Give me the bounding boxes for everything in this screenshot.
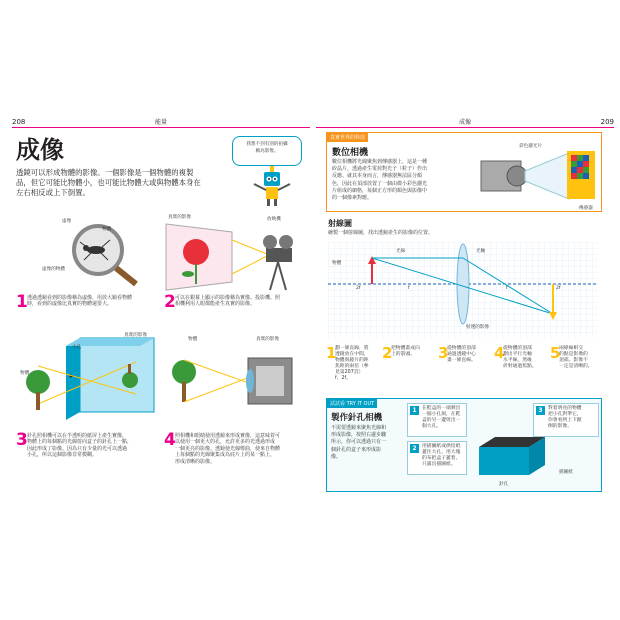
step-line: 蓋住大孔，用大塊 [422, 450, 461, 455]
label-ray-object: 物體 [332, 261, 342, 266]
camera-line: 矽晶片，透過產生電荷對光子（粒子）作出 [332, 166, 428, 173]
step-line: 兩條線相交 [559, 346, 583, 351]
label-virtual-image: 虛像 [62, 219, 72, 224]
step-text [548, 406, 582, 430]
step-line: 從物體的頂部 [447, 346, 476, 351]
step-line: 形成清晰的影像。 [175, 458, 216, 465]
step-line: 倒的影像。 [548, 424, 572, 429]
step-line: 相機利用人眼都能產生真實的影像。 [175, 301, 256, 308]
label-real-image3: 真實的影像 [256, 337, 279, 342]
real-world-tag: 真實世界的科技 [327, 133, 368, 142]
step-number: 5 [550, 344, 561, 362]
step-line: 一個小孔洞，在鞋 [422, 412, 461, 417]
step-line: 時，看到的虛像比真實的物體還要大。 [27, 301, 113, 308]
step-line: 劃出平行光軸 [503, 352, 532, 357]
intro-line: 品，但它可能比物體小，也可能比物體大或與物體本身在 [16, 178, 201, 187]
step-number: 2 [382, 344, 393, 362]
ray-step-4 [494, 346, 550, 392]
step-line: f、2f。 [335, 376, 352, 381]
pinhole-line: 像。 [331, 453, 342, 460]
step-text [335, 346, 369, 382]
camera-line: 色，因此在頂部放置了一個由微小彩色濾光 [332, 180, 428, 187]
bubble-line: 稱為影像。 [255, 149, 279, 154]
digital-camera-illustration [477, 143, 599, 209]
step-3 [16, 432, 162, 472]
step-line: 小孔，所以這個影像非常模糊。 [27, 452, 98, 459]
left-header [12, 118, 310, 128]
step-line: 見第207頁） [335, 370, 364, 375]
camera-line: 片組成的網格，每個正方形的顏色與影像中 [332, 187, 428, 194]
right-header [316, 118, 614, 128]
step-4 [164, 432, 310, 478]
step-line: 只露出描圖紙。 [422, 462, 456, 467]
step-line: 一個更亮的影像。透鏡使光線彎曲，使來自物體 [175, 445, 281, 452]
step-line: 透過透鏡看到的影像稱為虛像，用放大鏡看物體 [27, 295, 133, 301]
ray-subtitle: 繪製一個射線圖，找出透鏡產生的影像的位置。 [328, 230, 434, 236]
label-object2: 物體 [20, 371, 30, 376]
label-tracing-paper: 描圖紙 [559, 470, 573, 475]
step-line: 對着明亮的物體 [548, 406, 582, 411]
ray-step-1 [326, 346, 382, 392]
label-real-image-top: 真實的影像 [168, 215, 191, 220]
step-1 [16, 294, 156, 324]
step-line: 上每個點的光線聚集成為底片上的某一點上， [175, 452, 276, 459]
step-line: 折射通過焦點。 [503, 364, 537, 369]
label-filter: 彩色濾光片 [519, 144, 542, 149]
step-line: 的點是影像的 [559, 352, 588, 357]
camera-line: 數位相機將光線聚焦到傳感器上，這是一種 [332, 159, 428, 165]
step-number: 2 [164, 292, 176, 312]
step-line: 一定是清晰的。 [559, 364, 593, 369]
step-text [447, 346, 476, 364]
step-text [422, 444, 460, 468]
intro-line: 透鏡可以形成物體的影像。一個影像是一個物體的複製 [16, 168, 194, 177]
label-ray-light: 光線 [396, 249, 406, 254]
camera-line: 反應。就其本身而言，傳感器無法區分顏 [332, 173, 423, 180]
pinhole-box-illustration [16, 332, 166, 428]
real-world-box [326, 132, 602, 212]
step-number: 1 [326, 344, 337, 362]
step-text [503, 346, 537, 370]
step-number: 2 [410, 444, 419, 453]
step-2 [164, 294, 310, 324]
camera-eye-illustration [164, 336, 310, 428]
pinhole-text [331, 425, 403, 461]
section-name: 能量 [154, 119, 167, 126]
camera-title: 數位相機 [332, 148, 369, 158]
camera-text [332, 159, 472, 202]
step-line: 透鏡放在中間， [335, 352, 369, 357]
step-line: 物體上的每個點的光線射向盒子的針孔上一點， [27, 439, 133, 446]
label-object3: 物體 [188, 337, 198, 342]
robot-icon [248, 166, 296, 208]
step-line: 畫一條直線。 [447, 358, 476, 363]
step-line: 物體與鏡片的距 [335, 358, 369, 363]
label-2f-right: 2f [556, 286, 561, 291]
step-number: 4 [494, 344, 505, 362]
step-line: 在鞋盒的一端刺出 [422, 406, 461, 411]
step-text [391, 346, 420, 358]
pinhole-step-2 [407, 441, 467, 475]
step-line: 針孔照相機可以在半透明的紙屏上產生實像， [27, 433, 128, 439]
step-line: 你會看到上下顛 [548, 418, 582, 423]
step-line: 上的箭頭。 [391, 352, 415, 357]
pinhole-line: 不需要透鏡來聚焦光線和 [331, 425, 387, 431]
step-number: 3 [438, 344, 449, 362]
camera-line: 的一個像素對應。 [332, 195, 373, 202]
label-projector: 放映機 [267, 217, 281, 222]
pinhole-line: 所示，你可以透過只有一 [331, 439, 387, 446]
projector-illustration [162, 218, 302, 298]
step-number: 3 [536, 406, 545, 415]
ray-step-5 [550, 346, 608, 392]
page-number: 208 [12, 118, 26, 126]
step-line: 頂部。影像不 [559, 358, 588, 363]
label-sensor: 傳感器 [579, 206, 593, 211]
label-image: 射透的影像 [466, 325, 489, 330]
speech-bubble [232, 136, 302, 166]
label-pinhole: 針孔 [499, 482, 509, 487]
step-line: 把小孔對準它， [548, 412, 582, 417]
step-text [27, 295, 132, 308]
left-page [12, 118, 310, 500]
step-number: 1 [16, 292, 28, 312]
ray-step-2 [382, 346, 438, 392]
shoebox-illustration [473, 431, 555, 479]
step-line: 個大孔。 [422, 424, 442, 429]
step-text [27, 433, 132, 459]
label-real-image2: 真實的影像 [124, 333, 147, 338]
step-number: 4 [164, 430, 176, 450]
ray-title: 射線圖 [328, 219, 352, 228]
step-number: 3 [16, 430, 28, 450]
step-line: 以使用一個更大的孔，允許更多的光透過形成 [175, 439, 276, 446]
step-line: 水平線，然後 [503, 358, 532, 363]
page-title: 成像 [16, 136, 64, 164]
bubble-line: 我想不到有別的拍攝 [246, 142, 288, 147]
step-line: 通過透鏡中心 [447, 352, 476, 357]
label-ray-lens: 光軸 [476, 249, 486, 254]
step-text [175, 433, 280, 465]
step-line: 從物體的頂部 [503, 346, 532, 351]
step-text [559, 346, 593, 370]
step-line: 可以在銀幕上顯示的影像稱為實像。投影機、照 [175, 295, 281, 301]
label-small-hole: 小孔 [72, 345, 82, 350]
pinhole-line: 形成影像，按照右邊步驟 [331, 432, 387, 439]
step-line: 的布把盒子蓋着， [422, 456, 461, 461]
label-virtual-ant: 虛像的物體 [42, 267, 65, 272]
step-line: 照相機和眼睛使用透鏡來形成實像，這意味着可 [175, 433, 281, 439]
label-object: 物體 [102, 227, 112, 232]
step-line: 焦距的兩倍（參 [335, 364, 369, 369]
step-line: 劃一條直線，將 [335, 346, 369, 351]
label-2f-left: 2f [356, 286, 361, 291]
step-line: 盒的另一邊剪出一 [422, 418, 461, 423]
step-line: 用描圖紙或烘焙紙 [422, 444, 461, 449]
pinhole-title: 製作針孔相機 [331, 413, 383, 423]
label-f-right: f [506, 286, 508, 291]
section-name: 成像 [458, 119, 471, 126]
page-number: 209 [600, 118, 614, 126]
intro-line: 左右相反或上下倒置。 [16, 188, 90, 197]
ray-step-3 [438, 346, 494, 392]
try-tag: 試試看 TRY IT OUT [327, 399, 377, 408]
step-number: 1 [410, 406, 419, 415]
pinhole-line: 個針孔的盒子來形成影 [331, 446, 382, 453]
pinhole-step-1 [407, 403, 467, 437]
step-line: 因此形成了影像。因為只有少量的光可以透過 [27, 445, 128, 452]
step-text [422, 406, 460, 430]
try-it-out-box [326, 398, 602, 492]
label-f-left: f [408, 286, 410, 291]
step-text [175, 295, 280, 308]
step-line: 把物體畫成向 [391, 346, 420, 351]
right-page [316, 118, 614, 500]
intro-paragraph [16, 168, 236, 198]
